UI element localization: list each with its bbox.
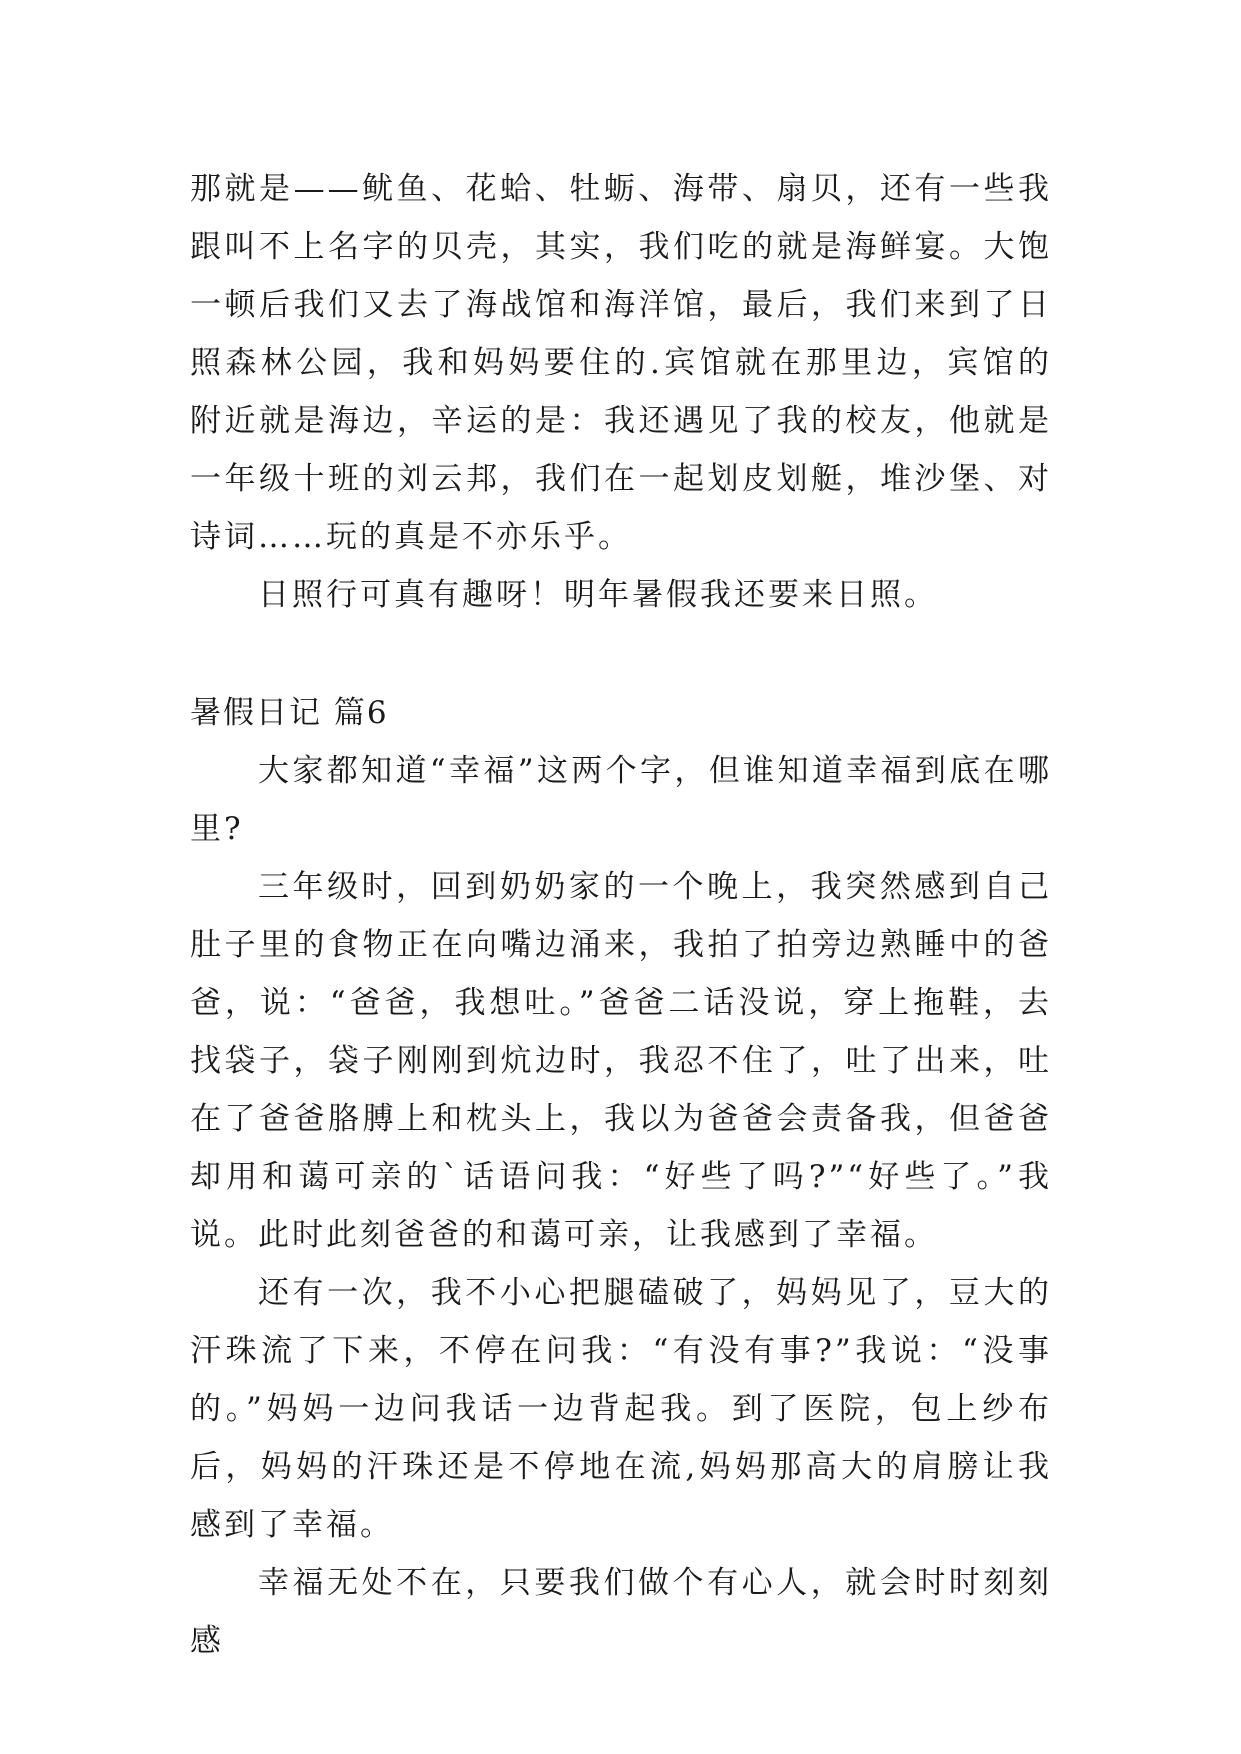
paragraph: 三年级时，回到奶奶家的一个晚上，我突然感到自己肚子里的食物正在向嘴边涌来，我拍了拍旁边熟睡中的爸爸，说：“爸爸，我想吐。”爸爸二话没说，穿上拖鞋，去找袋子，袋子刚刚到炕边时，我忍不住了，吐了出来，吐在了爸爸胳膊上和枕头上，我以为爸爸会责备我，但爸爸却用和蔼可亲的`话语问我：“好些了吗?”“好些了。”我说。此时此刻爸爸的和蔼可亲，让我感到了幸福。 [190,869,1052,1253]
paragraph: 还有一次，我不小心把腿磕破了，妈妈见了，豆大的汗珠流了下来，不停在问我：“有没有事?”我说：“没事的。”妈妈一边问我话一边背起我。到了医院，包上纱布后，妈妈的汗珠还是不停地在流,妈妈那高大的肩膀让我感到了幸福。 [190,1275,1052,1543]
document-body [190,160,1052,1670]
paragraph: 幸福无处不在，只要我们做个有心人，就会时时刻刻感 [190,1565,1052,1659]
paragraph-continued: 那就是——鱿鱼、花蛤、牡蛎、海带、扇贝，还有一些我跟叫不上名字的贝壳，其实，我们吃的就是海鲜宴。大饱一顿后我们又去了海战馆和海洋馆，最后，我们来到了日照森林公园，我和妈妈要住的.宾馆就在那里边，宾馆的附近就是海边，辛运的是：我还遇见了我的校友，他就是一年级十班的刘云邦，我们在一起划皮划艇，堆沙堡、对诗词……玩的真是不亦乐乎。 [190,171,1052,555]
paragraph-closing: 日照行可真有趣呀！明年暑假我还要来日照。 [258,577,938,613]
paragraph: 大家都知道“幸福”这两个字，但谁知道幸福到底在哪里? [190,753,1052,847]
section-gap [190,624,1052,684]
section-title: 暑假日记 篇6 [190,695,389,731]
